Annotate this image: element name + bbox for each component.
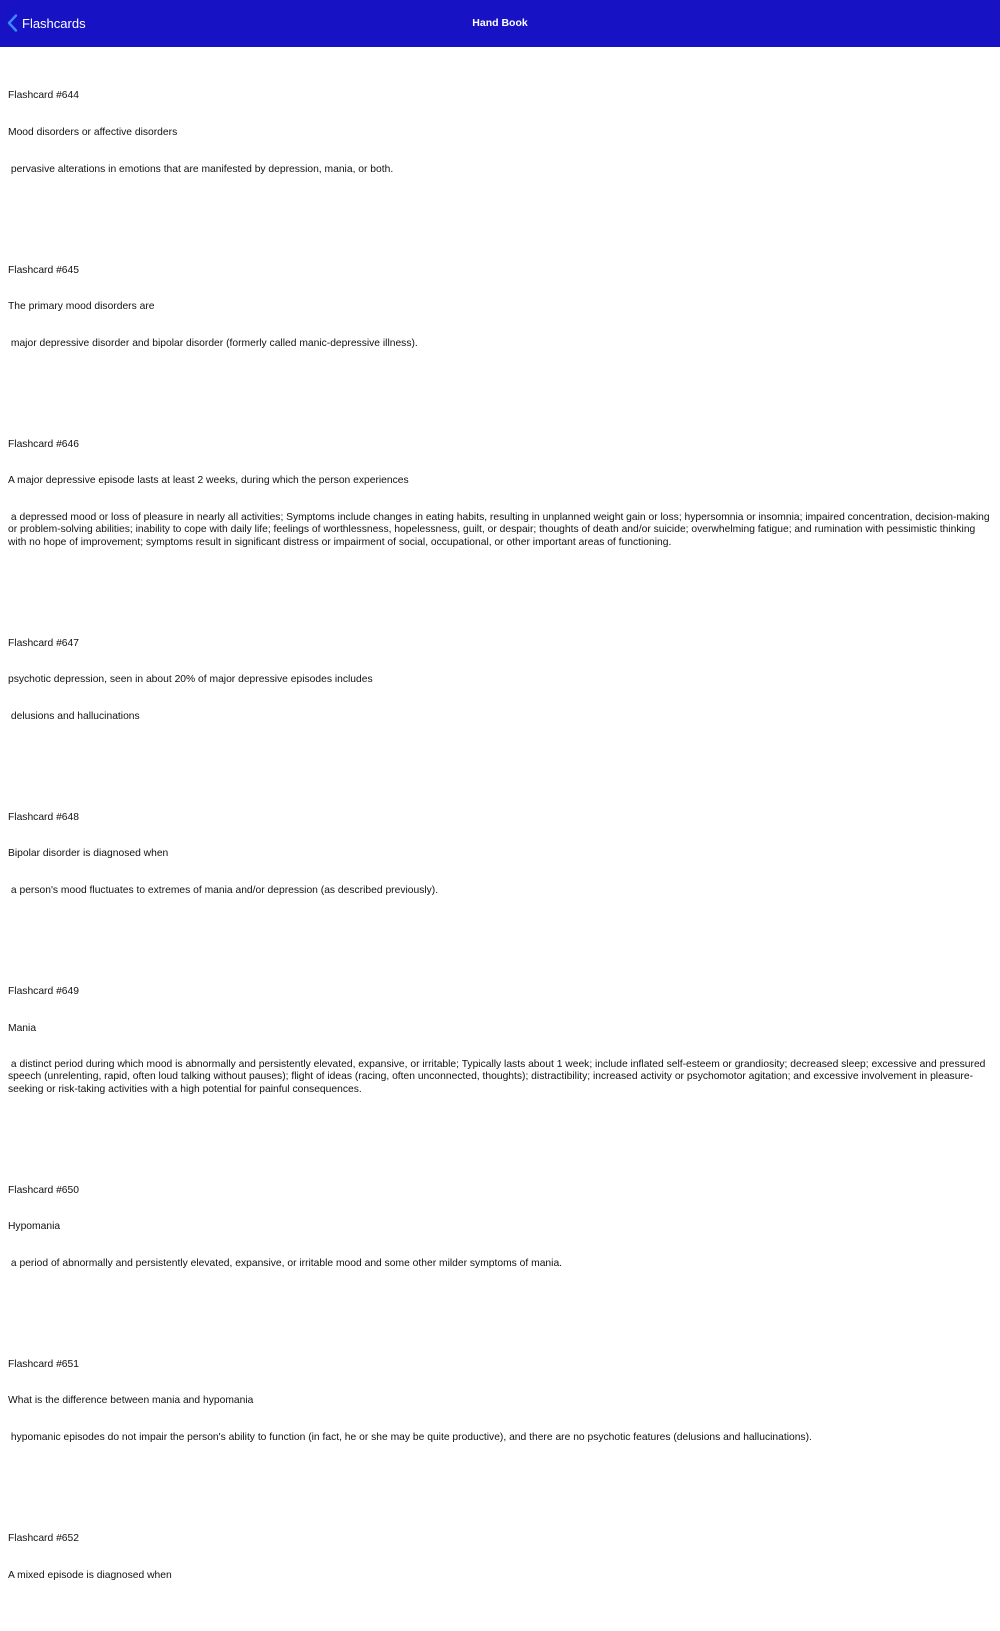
flashcard-answer: hypomanic episodes do not impair the person's ability to function (in fact, he or she may be quite productive), and there are no psychotic features (delusions and hallucinations).: [8, 1432, 812, 1444]
flashcard-question: What is the difference between mania and hypomania: [8, 1395, 254, 1407]
flashcard-heading: Flashcard #651: [8, 1358, 79, 1370]
flashcard-question: A mixed episode is diagnosed when: [8, 1569, 172, 1581]
flashcard-item: [0, 240, 1000, 374]
flashcard-heading: Flashcard #646: [8, 438, 79, 450]
flashcard-item: [0, 962, 1000, 1121]
flashcard-question: The primary mood disorders are: [8, 301, 155, 313]
flashcard-heading: Flashcard #648: [8, 811, 79, 823]
flashcard-answer: a person's mood fluctuates to extremes of mania and/or depression (as described previously).: [8, 884, 439, 896]
flashcard-item: [0, 613, 1000, 747]
flashcard-heading: Flashcard #650: [8, 1184, 79, 1196]
flashcard-question: Hypomania: [8, 1221, 61, 1233]
flashcard-heading: Flashcard #644: [8, 90, 79, 102]
flashcard-item: [0, 414, 1000, 573]
flashcard-answer: a period of abnormally and persistently elevated, expansive, or irritable mood and some other milder symptoms of mania.: [8, 1257, 563, 1269]
flashcard-question: Mania: [8, 1022, 37, 1034]
navigation-bar: [0, 0, 1000, 47]
flashcard-item: [0, 66, 1000, 200]
flashcard-item: [0, 1509, 1000, 1631]
flashcard-answer: delusions and hallucinations: [8, 710, 140, 722]
flashcard-answer: a depressed mood or loss of pleasure in nearly all activities; Symptoms include changes in eating habits, resulting in unplanned weight gain or loss; hypersomnia or insomnia; impaired concentration, decision-making or problem-solving abilities; inability to cope with daily life; feelings of worthlessness, hopelessness, guilt, or despair; thoughts of death and/or suicide; overwhelming fatigue; and rumination with pessimistic thinking with no hope of improvement; symptoms result in significant distress or impairment of social, occupational, or other important areas of functioning.: [8, 512, 993, 548]
flashcard-item: [0, 1334, 1000, 1468]
flashcard-heading: Flashcard #645: [8, 264, 79, 276]
flashcard-heading: Flashcard #652: [8, 1533, 79, 1545]
flashcard-item: [0, 787, 1000, 921]
flashcard-heading: Flashcard #647: [8, 637, 79, 649]
flashcard-item: [0, 1160, 1000, 1294]
flashcard-answer: major depressive disorder and bipolar disorder (formerly called manic-depressive illness).: [8, 337, 418, 349]
flashcard-question: Mood disorders or affective disorders: [8, 127, 178, 139]
flashcard-question: Bipolar disorder is diagnosed when: [8, 848, 169, 860]
flashcard-heading: Flashcard #649: [8, 985, 79, 997]
flashcard-answer: pervasive alterations in emotions that are manifested by depression, mania, or both.: [8, 163, 394, 175]
back-button-label: Flashcards: [22, 15, 86, 31]
flashcard-question: A major depressive episode lasts at least 2 weeks, during which the person experiences: [8, 475, 409, 487]
flashcard-question: psychotic depression, seen in about 20% of major depressive episodes includes: [8, 674, 373, 686]
page-title: Hand Book: [472, 17, 528, 29]
flashcard-answer: a distinct period during which mood is abnormally and persistently elevated, expansive, or irritable; Typically lasts about 1 week; include inflated self-esteem or grandiosity; decreased sleep; excessive and pressured speech (unrelenting, rapid, often loud talking without pauses); flight of ideas (racing, often unconnected, thoughts); distractibility; increased activity or psychomotor agitation; and excessive involvement in pleasure-seeking or risk-taking activities with a high potential for painful consequences.: [8, 1059, 989, 1095]
flashcard-list[interactable]: [0, 47, 1000, 1581]
